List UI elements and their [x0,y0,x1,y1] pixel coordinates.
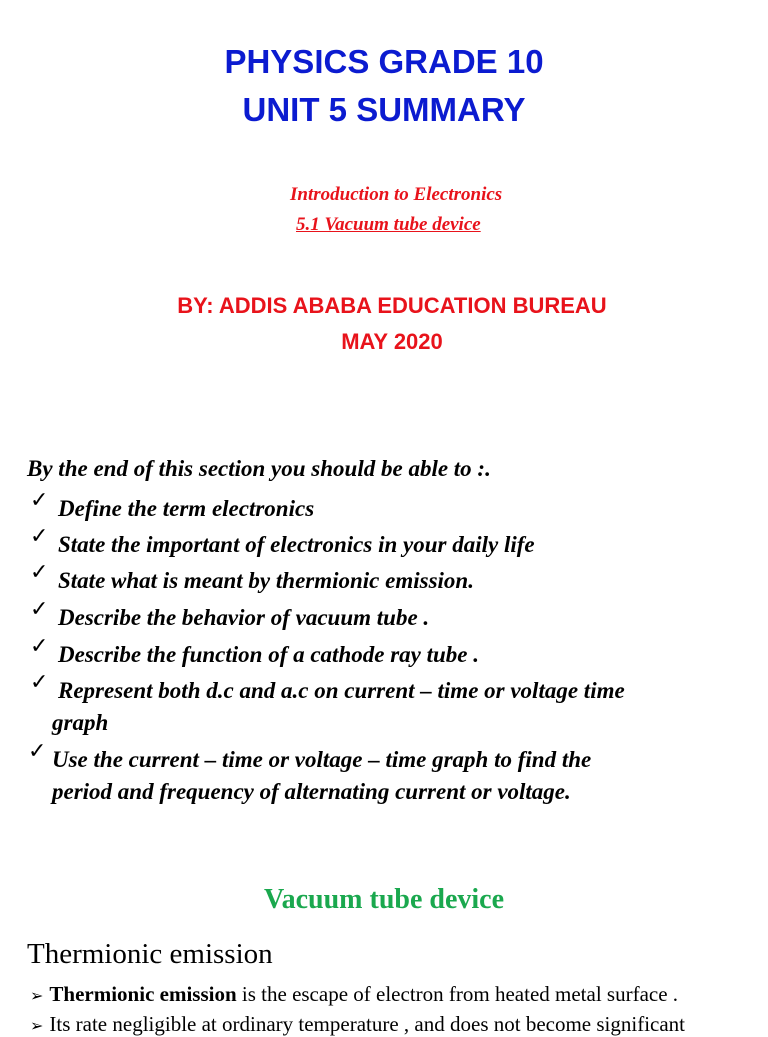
objective-text: Use the current – time or voltage – time graph to find the [52,747,592,772]
objective-item [30,634,750,671]
objective-item [30,670,750,739]
check-icon: ✓ [30,560,49,585]
objective-text: Define the term electronics [58,496,315,521]
bullet-text: Its rate negligible at ordinary temperature , and does not become significant [49,1012,686,1036]
objective-item [30,524,750,561]
intro-subsection: 5.1 Vacuum tube device [296,214,481,235]
objective-item [30,560,750,597]
bullet-text: is the escape of electron from heated metal surface . [236,982,679,1006]
byline-date: MAY 2020 [341,329,443,354]
objective-item [30,597,750,634]
objective-text-continued: period and frequency of alternating current or voltage. [52,779,571,804]
check-icon: ✓ [28,739,47,764]
intro-topic: Introduction to Electronics [290,184,503,205]
objective-text: Describe the behavior of vacuum tube . [58,605,430,630]
check-icon: ✓ [30,597,49,622]
objective-text: State what is meant by thermionic emission. [58,568,474,593]
bullet-item [30,1012,685,1037]
check-icon: ✓ [30,524,49,549]
title-line-2: UNIT 5 SUMMARY [242,91,526,128]
objective-text: State the important of electronics in your daily life [58,532,535,557]
objective-text-continued: graph [52,710,109,735]
objectives-heading: By the end of this section you should be able to :. [27,456,491,481]
byline-author: BY: ADDIS ABABA EDUCATION BUREAU [177,293,607,318]
section-subheading: Thermionic emission [27,938,273,970]
objective-text: Describe the function of a cathode ray tube . [58,642,479,667]
objective-item [30,488,750,525]
check-icon: ✓ [30,488,49,513]
objective-item [28,739,750,808]
check-icon: ✓ [30,634,49,659]
title-line-1: PHYSICS GRADE 10 [224,43,544,80]
check-icon: ✓ [30,670,49,695]
arrow-bullet-icon: ➢ [30,986,44,1005]
arrow-bullet-icon: ➢ [30,1016,44,1035]
bullet-item [30,982,678,1007]
bullet-term: Thermionic emission [49,982,237,1006]
section-title: Vacuum tube device [263,884,505,915]
objective-text: Represent both d.c and a.c on current – time or voltage time [58,678,625,703]
